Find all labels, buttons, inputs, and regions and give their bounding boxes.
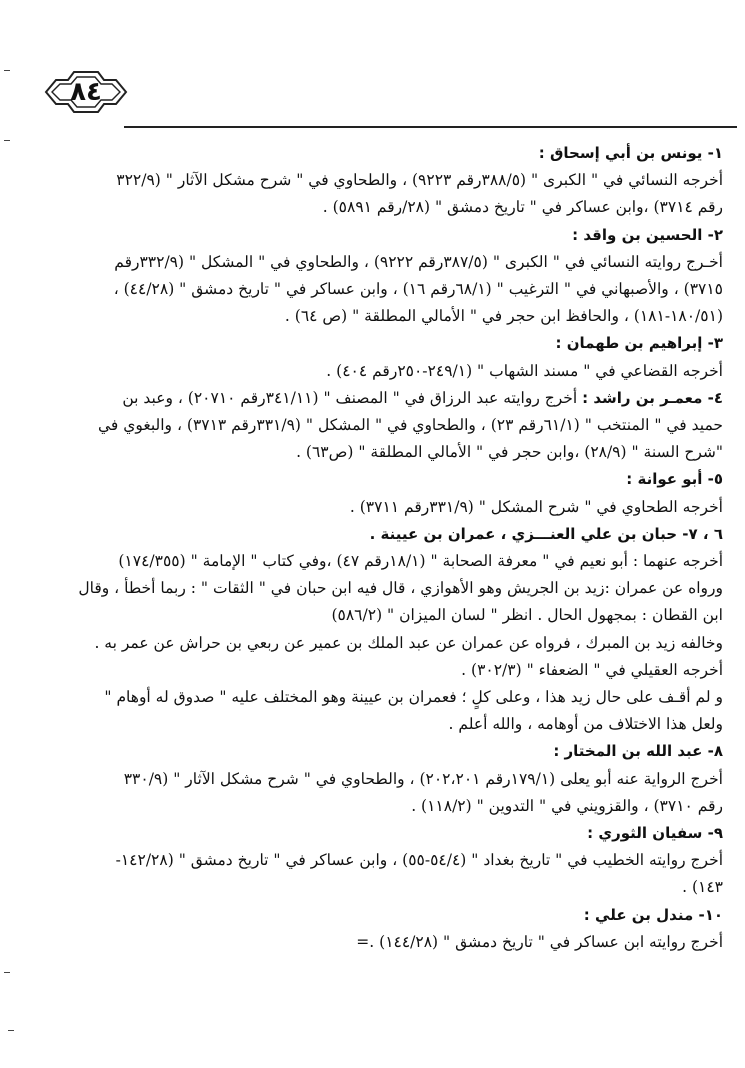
text-line: أخرجه القضاعي في " مسند الشهاب " (٢٤٩/١-٢٥٠رقم ٤٠٤) . [326, 361, 723, 380]
page-body [62, 140, 723, 956]
section-heading [62, 738, 723, 765]
margin-mark [4, 140, 10, 141]
text-line: أخـرج روايته النسائي في " الكبرى " (٣٨٧/٥رقم ٩٢٢٢) ، والطحاوي في " المشكل " (٣٣٢/٩رقم [114, 252, 723, 271]
section-heading-text: ٩- سفيان الثوري : [587, 824, 723, 843]
section-heading-text: ٥- أبو عوانة : [626, 470, 723, 489]
text-line: (١٨٠/٥١-١٨١) ، والحافظ ابن حجر في " الأمالي المطلقة " (ص ٦٤) . [284, 307, 723, 326]
section-heading-text: ٤- معمـر بن راشد : [582, 388, 723, 407]
section-heading [62, 820, 723, 847]
section-heading-text: ٣- إبراهيم بن طهمان : [555, 334, 723, 353]
page-number-badge [40, 66, 132, 118]
text-run: أخرج روايته عبد الرزاق في " المصنف " (٣٤١/١١رقم ٢٠٧١٠) ، وعبد بن [122, 388, 583, 407]
text-line: أخرجه الطحاوي في " شرح المشكل " (٣٣١/٩رقم ٣٧١١) . [349, 497, 723, 516]
section-heading [62, 902, 723, 929]
text-line: ولعل هذا الاختلاف من أوهامه ، والله أعلم . [448, 715, 723, 734]
section-heading [62, 140, 723, 167]
margin-mark [4, 70, 10, 71]
text-line: أخرج روايته ابن عساكر في " تاريخ دمشق " (١٤٤/٢٨) .= [356, 932, 723, 951]
section-heading-text: ٢- الحسين بن واقد : [572, 225, 723, 244]
text-line [62, 385, 723, 412]
page-number: ٨٤ [70, 77, 102, 107]
text-line: أخرجه عنهما : أبو نعيم في " معرفة الصحابة " (١٨/١رقم ٤٧) ،وفي كتاب " الإمامة " (١٧٤/٣٥٥) [118, 552, 723, 571]
text-line: حميد في " المنتخب " (٦١/١رقم ٢٣) ، والطحاوي في " المشكل " (٣٣١/٩رقم ٣٧١٣) ، والبغوي في [97, 416, 723, 435]
section-heading-text: ٦ ، ٧- حبان بن علي العنـــزي ، عمران بن عيينة . [369, 524, 723, 543]
text-line: أخرج روايته الخطيب في " تاريخ بغداد " (٥٤/٤-٥٥) ، وابن عساكر في " تاريخ دمشق " (١٤٢/٢٨- [115, 851, 723, 870]
section-heading [62, 521, 723, 548]
margin-mark [4, 972, 10, 973]
text-line: أخرج الرواية عنه أبو يعلى (١٧٩/١رقم ٢٠٢،٢٠١) ، والطحاوي في " شرح مشكل الآثار " (٣٣٠/٩ [123, 769, 723, 788]
section-heading-text: ١- يونس بن أبي إسحاق : [538, 144, 723, 162]
text-line: رقم ٣٧١٤) ،وابن عساكر في " تاريخ دمشق " (٢٨/رقم ٥٨٩١) . [322, 198, 723, 217]
text-line: "شرح السنة " (٢٨/٩) ،وابن حجر في " الأمالي المطلقة " (ص٦٣) . [296, 443, 723, 462]
text-line: ابن القطان : بمجهول الحال . انظر " لسان الميزان " (٥٨٦/٢) [331, 606, 723, 625]
text-line: ٣٧١٥) ، والأصبهاني في " الترغيب " (٦٨/١رقم ١٦) ، وابن عساكر في " تاريخ دمشق " (٤٤/٢٨) ، [113, 280, 723, 299]
section-heading-text: ١٠- مندل بن علي : [583, 905, 723, 924]
header-rule [54, 126, 737, 129]
margin-mark [8, 1030, 14, 1031]
section-heading [62, 222, 723, 249]
section-heading [62, 330, 723, 357]
text-line: رقم ٣٧١٠) ، والقزويني في " التدوين " (١١٨/٢) . [411, 796, 723, 815]
section-heading [62, 466, 723, 493]
text-line: وخالفه زيد بن المبرك ، فرواه عن عمران عن عبد الملك بن عمير عن ربعي بن حراش عن عمر به . [94, 633, 723, 652]
text-line: و لم أقـف على حال زيد هذا ، وعلى كلٍ ؛ فعمران بن عيينة وهو المختلف عليه " صدوق له أوهام " [104, 688, 723, 707]
text-line: ١٤٣) . [682, 878, 723, 897]
text-line: ورواه عن عمران :زيد بن الجريش وهو الأهوازي ، قال فيه ابن حبان في " الثقات " : ربما أخطأ ، وقال [78, 579, 723, 598]
text-line: أخرجه النسائي في " الكبرى " (٣٨٨/٥رقم ٩٢٢٣) ، والطحاوي في " شرح مشكل الآثار " (٣٢٢/٩ [116, 171, 723, 190]
text-line: أخرجه العقيلي في " الضعفاء " (٣٠٢/٣) . [461, 660, 723, 679]
section-heading-text: ٨- عبد الله بن المختار : [553, 742, 723, 761]
